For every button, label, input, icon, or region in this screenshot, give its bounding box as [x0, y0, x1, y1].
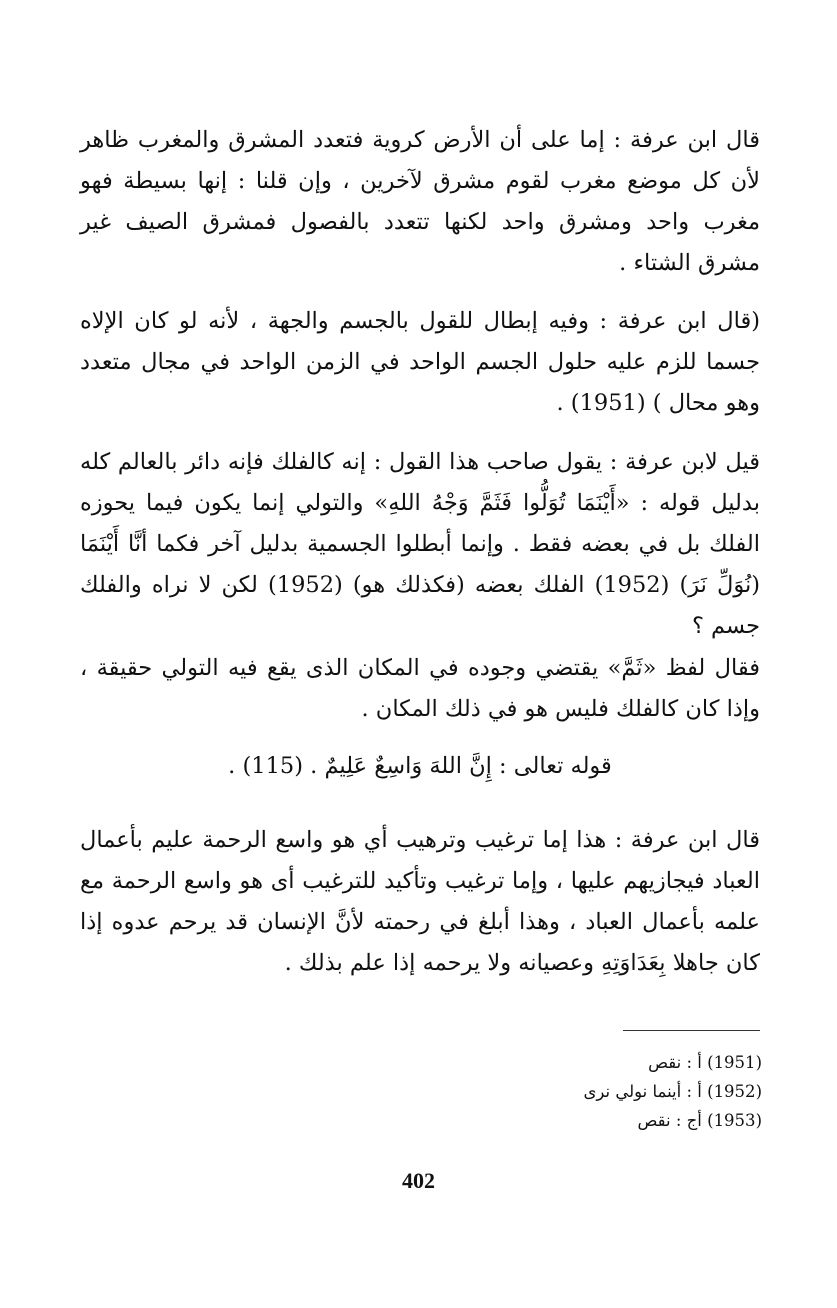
paragraph-ibn-arafa-east-west: قال ابن عرفة : إما على أن الأرض كروية فتعدد المشرق والمغرب ظاهر لأن كل موضع مغرب لقوم مشرق لآخرين ، وإن قلنا : إنها بسيطة فهو مغرب واحد ومشرق واحد لكنها تتعدد بالفصول فمشرق الصيف غير مشرق الشتاء .	[80, 127, 760, 276]
paragraph-answer-word-thamma: فقال لفظ «ثَمَّ» يقتضي وجوده في المكان الذى يقع فيه التولي حقيقة ، وإذا كان كالفلك فليس هو في ذلك المكان .	[80, 655, 760, 722]
quran-verse-line: قوله تعالى : إِنَّ اللهَ وَاسِعٌ عَلِيمٌ . (115) .	[228, 753, 612, 779]
footnote-separator	[623, 1030, 760, 1031]
footnote-1951: (1951) أ : نقص	[648, 1053, 762, 1072]
paragraph-vast-mercy-knowing: قال ابن عرفة : هذا إما ترغيب وترهيب أي هو واسع الرحمة عليم بأعمال العباد فيجازيهم عليها ، وإما ترغيب وتأكيد للترغيب أى هو واسع الرحمة مع علمه بأعمال العباد ، وهذا أبلغ في رحمته لأنَّ الإنسان قد يرحم عدوه إذا كان جاهلا بِعَدَاوَتِهِ وعصيانه ولا يرحمه إذا علم بذلك .	[80, 827, 760, 976]
footnote-1953: (1953) أج : نقص	[637, 1111, 762, 1130]
paragraph-question-like-celestial-sphere: قيل لابن عرفة : يقول صاحب هذا القول : إنه كالفلك فإنه دائر بالعالم كله بدليل قوله : «أَيْنَمَا تُوَلُّوا فَثَمَّ وَجْهُ اللهِ» والتولي إنما يكون فيما يحوزه الفلك بل في بعضه فقط . وإنما أبطلوا الجسمية بدليل آخر فكما أنَّا أَيْنَمَا (نُوَلِّ نَرَ) (1952) الفلك بعضه (فكذلك هو) (1952) لكن لا نراه والفلك جسم ؟	[80, 449, 760, 639]
page-number: 402	[402, 1168, 435, 1193]
footnote-1952: (1952) أ : أينما نولي نرى	[583, 1082, 762, 1101]
paragraph-refutation-body-direction: (قال ابن عرفة : وفيه إبطال للقول بالجسم والجهة ، لأنه لو كان الإلاه جسما للزم عليه حلول الجسم الواحد في الزمن الواحد في مجال متعدد وهو محال ) (1951) .	[80, 308, 760, 416]
footnotes	[400, 1048, 762, 1135]
